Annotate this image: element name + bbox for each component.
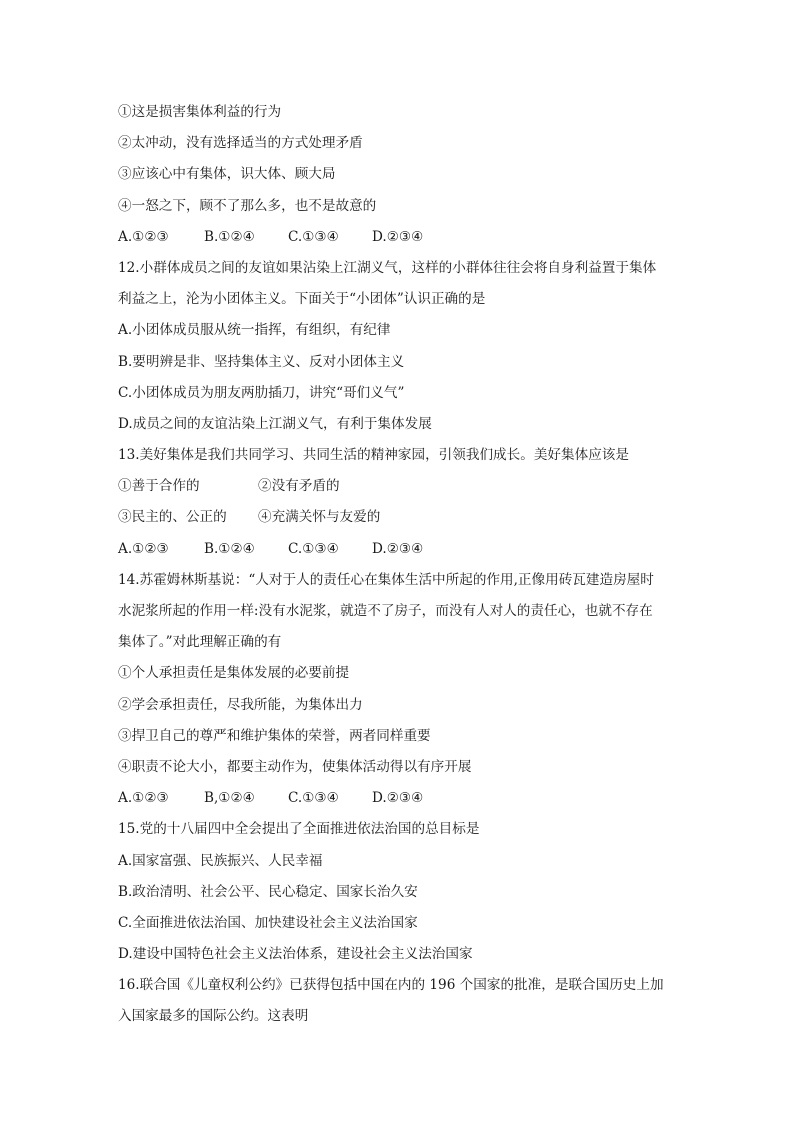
q16-stem-line-1: 16.联合国《儿童权利公约》已获得包括中国在内的 196 个国家的批准，是联合国历史上加 — [118, 977, 664, 994]
q14-item-2: ②学会承担责任，尽我所能，为集体出力 — [118, 696, 363, 713]
q16-stem-line-2: 入国家最多的国际公约。这表明 — [118, 1008, 309, 1025]
q14-item-3: ③捍卫自己的尊严和维护集体的荣誉，两者同样重要 — [118, 727, 431, 744]
q13-item-1: ①善于合作的 — [118, 478, 200, 495]
q11-item-3: ③应该心中有集体，识大体、顾大局 — [118, 166, 336, 183]
q14-option-a: A.①②③ — [118, 790, 169, 807]
q12-option-b: B.要明辨是非、坚持集体主义、反对小团体主义 — [118, 353, 405, 370]
q13-items-row-1 — [118, 471, 698, 502]
q11-item-4: ④一怒之下，顾不了那么多，也不是故意的 — [118, 197, 377, 214]
q11-option-c: C.①③④ — [288, 228, 339, 245]
q14-option-c: C.①③④ — [288, 790, 339, 807]
q11-item-2: ②太冲动，没有选择适当的方式处理矛盾 — [118, 135, 363, 152]
q13-option-a: A.①②③ — [118, 540, 169, 557]
q14-stem-line-1: 14.苏霍姆林斯基说：“人对于人的责任心在集体生活中所起的作用,正像用砖瓦建造房屋时 — [118, 571, 654, 588]
q11-option-b: B.①②④ — [204, 228, 255, 245]
q14-item-1: ①个人承担责任是集体发展的必要前提 — [118, 665, 350, 682]
q15-option-c: C.全面推进依法治国、加快建设社会主义法治国家 — [118, 914, 418, 931]
q11-options — [118, 222, 698, 253]
q13-item-3: ③民主的、公正的 — [118, 509, 227, 526]
q13-options — [118, 534, 698, 565]
q13-items-row-2 — [118, 502, 698, 533]
q15-stem: 15.党的十八届四中全会提出了全面推进依法治国的总目标是 — [118, 821, 480, 838]
q13-option-b: B.①②④ — [204, 540, 255, 557]
q12-option-c: C.小团体成员为朋友两肋插刀，讲究“哥们义气” — [118, 384, 405, 401]
q13-option-d: D.②③④ — [372, 540, 424, 557]
q11-option-a: A.①②③ — [118, 228, 169, 245]
q12-stem-line-1: 12.小群体成员之间的友谊如果沾染上江湖义气，这样的小群体往往会将自身利益置于集体 — [118, 259, 657, 276]
q11-option-d: D.②③④ — [372, 228, 424, 245]
q15-option-d: D.建设中国特色社会主义法治体系，建设社会主义法治国家 — [118, 946, 473, 963]
q12-stem-line-2: 利益之上，沦为小团体主义。下面关于“小团体”认识正确的是 — [118, 291, 486, 308]
q13-stem: 13.美好集体是我们共同学习、共同生活的精神家园，引领我们成长。美好集体应该是 — [118, 447, 629, 464]
q15-option-b: B.政治清明、社会公平、民心稳定、国家长治久安 — [118, 883, 418, 900]
q15-option-a: A.国家富强、民族振兴、人民幸福 — [118, 852, 323, 869]
q14-options — [118, 783, 698, 814]
q12-option-d: D.成员之间的友谊沾染上江湖义气，有利于集体发展 — [118, 415, 432, 432]
q14-option-b: B,①②④ — [204, 790, 255, 807]
q12-option-a: A.小团体成员服从统一指挥，有组织，有纪律 — [118, 322, 391, 339]
q14-item-4: ④职责不论大小，都要主动作为，使集体活动得以有序开展 — [118, 758, 472, 775]
q13-item-2: ②没有矛盾的 — [258, 478, 340, 495]
q13-item-4: ④充满关怀与友爱的 — [258, 509, 381, 526]
q14-option-d: D.②③④ — [372, 790, 424, 807]
exam-page — [118, 97, 698, 1033]
q14-stem-line-3: 集体了。”对此理解正确的有 — [118, 634, 282, 651]
q11-item-1: ①这是损害集体利益的行为 — [118, 104, 282, 120]
q13-option-c: C.①③④ — [288, 540, 339, 557]
q14-stem-line-2: 水泥浆所起的作用一样:没有水泥浆，就造不了房子，而没有人对人的责任心，也就不存在 — [118, 603, 653, 619]
